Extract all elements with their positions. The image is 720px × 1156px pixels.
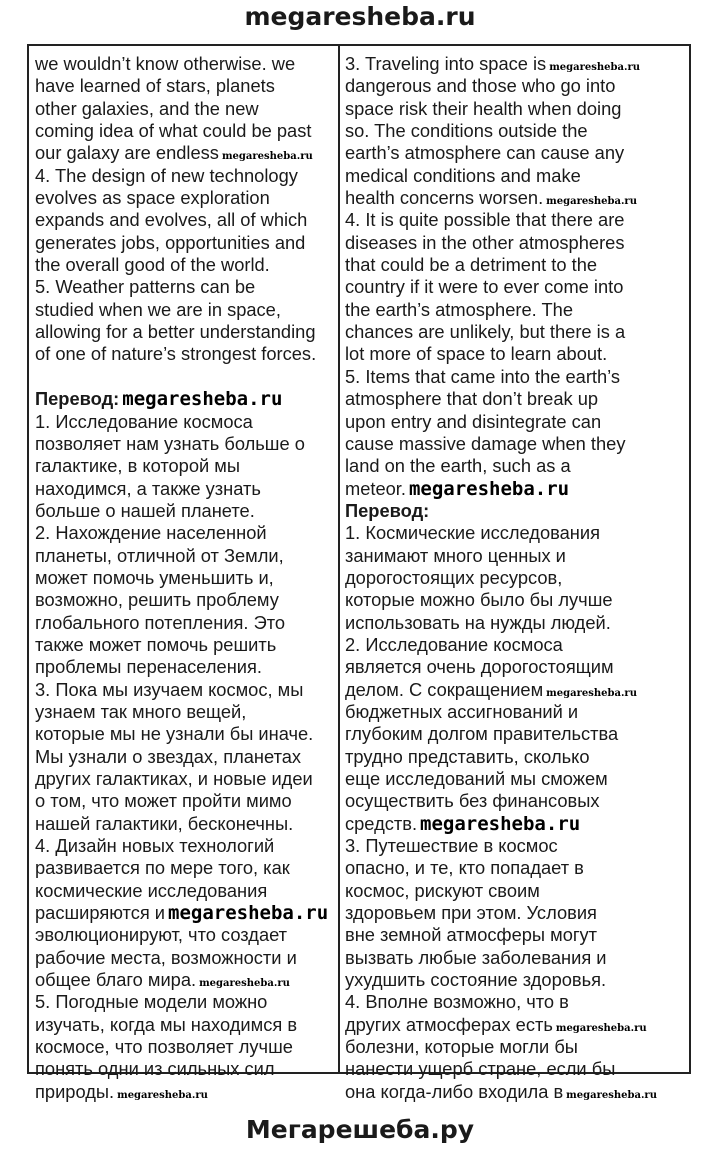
text-line: опасно, и те, кто попадает в (345, 857, 584, 879)
text-line: галактике, в которой мы (35, 455, 241, 477)
text-line-row (345, 924, 657, 946)
text-line-row (35, 1081, 328, 1103)
text-line: нашей галактики, бесконечны. (35, 812, 294, 834)
text-line-row (35, 545, 328, 567)
text-line: 4. Дизайн новых технологий (35, 835, 275, 857)
text-line-row (345, 388, 657, 410)
text-line: космические исследования (35, 879, 268, 901)
text-line-row (35, 254, 328, 276)
text-line-row (35, 142, 328, 164)
text-line-row (345, 746, 657, 768)
watermark: megaresheba.ru (122, 388, 283, 411)
text-line: space risk their health when doing (345, 97, 622, 119)
text-line-row (35, 299, 328, 321)
watermark: megaresheba.ru (199, 978, 290, 990)
text-line: 4. The design of new technology (35, 164, 298, 186)
text-line: дорогостоящих ресурсов, (345, 566, 563, 588)
text-line-row (35, 768, 328, 790)
text-line: здоровьем при этом. Условия (345, 902, 597, 924)
text-line-row (345, 165, 657, 187)
text-line-row (35, 522, 328, 544)
text-line: делом. С сокращением (345, 678, 544, 700)
text-line-row (35, 500, 328, 522)
text-line: earth’s atmosphere can cause any (345, 142, 625, 164)
text-line-row (35, 120, 328, 142)
text-line-row (345, 656, 657, 678)
text-line: so. The conditions outside the (345, 120, 588, 142)
watermark: megaresheba.ru (420, 812, 581, 835)
text-line-row (345, 366, 657, 388)
text-line-row (345, 478, 657, 500)
text-line: expands and evolves, all of which (35, 209, 308, 231)
text-line-row (345, 1081, 657, 1103)
text-line: chances are unlikely, but there is a (345, 321, 626, 343)
text-line-row (345, 902, 657, 924)
text-line: о том, что может пройти мимо (35, 790, 292, 812)
text-line: that could be a detriment to the (345, 254, 598, 276)
text-line: общее благо мира. (35, 969, 197, 991)
text-line-row (345, 701, 657, 723)
text-line: 5. Погодные модели можно (35, 991, 268, 1013)
text-line-row (35, 209, 328, 231)
text-line-row (35, 388, 328, 410)
right-column (345, 53, 657, 1103)
text-line-row (345, 1014, 657, 1036)
text-line-row (35, 75, 328, 97)
text-line-row (35, 656, 328, 678)
text-line-row (35, 433, 328, 455)
text-line: 3. Traveling into space is (345, 53, 547, 74)
text-line: 5. Weather patterns can be (35, 276, 256, 298)
text-line-row (35, 321, 328, 343)
left-column (35, 53, 328, 1103)
site-footer: Мегарешеба.ру (245, 1115, 475, 1144)
text-line: болезни, которые могли бы (345, 1036, 578, 1058)
text-line-row (345, 969, 657, 991)
text-line: 4. It is quite possible that there are (345, 209, 625, 231)
text-line: other galaxies, and the new (35, 97, 259, 119)
text-line: осуществить без финансовых (345, 790, 600, 812)
text-line: находимся, а также узнать (35, 477, 261, 499)
text-line: является очень дорогостоящим (345, 656, 614, 678)
text-line: health concerns worsen. (345, 187, 544, 209)
text-line-row (35, 634, 328, 656)
text-line-row (35, 723, 328, 745)
text-line: allowing for a better understanding (35, 321, 316, 343)
text-line-row (35, 991, 328, 1013)
text-line-row (35, 165, 328, 187)
text-line-row (35, 232, 328, 254)
text-line-row (345, 53, 657, 75)
text-line-row (345, 142, 657, 164)
text-line-row (345, 500, 657, 522)
text-line: которые можно было бы лучше (345, 589, 613, 611)
text-line-row (35, 790, 328, 812)
text-line-row (345, 835, 657, 857)
text-line-row (35, 835, 328, 857)
watermark: megaresheba.ru (117, 1089, 208, 1101)
text-line: также может помочь решить (35, 633, 277, 655)
text-line: космос, рискуют своим (345, 879, 540, 901)
text-line-row (35, 411, 328, 433)
text-line-row (35, 366, 328, 388)
text-line: космосе, что позволяет лучше (35, 1036, 293, 1058)
text-line: бюджетных ассигнований и (345, 700, 579, 722)
text-line: позволяет нам узнать больше о (35, 432, 305, 454)
column-divider (338, 44, 340, 1074)
text-line-row (35, 701, 328, 723)
text-line: 4. Вполне возможно, что в (345, 991, 569, 1013)
text-line-row (345, 299, 657, 321)
text-line-row (345, 120, 657, 142)
watermark: megaresheba.ru (555, 1022, 647, 1034)
text-line-row (35, 53, 328, 75)
text-line: других атмосферах есть (345, 1013, 553, 1035)
text-line: atmosphere that don’t break up (345, 388, 599, 410)
text-line: coming idea of what could be past (35, 120, 312, 142)
text-line: dangerous and those who go into (345, 75, 616, 97)
text-line: использовать на нужды людей. (345, 611, 611, 633)
text-line: diseases in the other atmospheres (345, 231, 625, 253)
text-line: 1. Исследование космоса (35, 410, 253, 432)
text-line-row (35, 612, 328, 634)
text-line-row (345, 1036, 657, 1058)
text-line: развивается по мере того, как (35, 857, 290, 879)
text-line: 1. Космические исследования (345, 522, 600, 544)
text-line-row (345, 790, 657, 812)
text-line: узнаем так много вещей, (35, 700, 247, 722)
text-line: изучать, когда мы находимся в (35, 1013, 298, 1035)
text-line-row (345, 232, 657, 254)
text-line-row (35, 276, 328, 298)
text-line-row (35, 679, 328, 701)
text-line-row (345, 1058, 657, 1080)
text-line: может помочь уменьшить и, (35, 566, 274, 588)
text-line: of one of nature’s strongest forces. (35, 343, 317, 365)
text-line-row (35, 98, 328, 120)
text-line-row (35, 746, 328, 768)
text-line: generates jobs, opportunities and (35, 231, 306, 253)
text-line: our galaxy are endless (35, 142, 219, 164)
text-line-row (345, 75, 657, 97)
section-heading: Перевод: (35, 388, 120, 410)
text-line-row (345, 589, 657, 611)
text-line: она когда-либо входила в (345, 1080, 564, 1102)
text-line: 2. Исследование космоса (345, 633, 563, 655)
text-line-row (345, 187, 657, 209)
text-line: вызвать любые заболевания и (345, 946, 607, 968)
text-line-row (35, 813, 328, 835)
text-line-row (345, 276, 657, 298)
text-line-row (35, 1036, 328, 1058)
text-line: have learned of stars, planets (35, 75, 275, 97)
text-line-row (345, 857, 657, 879)
text-line: понять одни из сильных сил (35, 1058, 275, 1080)
text-line: land on the earth, such as a (345, 455, 571, 477)
text-line-row (35, 567, 328, 589)
text-line: которые мы не узнали бы иначе. (35, 723, 314, 745)
text-line: еще исследований мы сможем (345, 768, 608, 789)
text-line-row (35, 902, 328, 924)
text-line: we wouldn’t know otherwise. we (35, 53, 296, 74)
text-line-row (35, 1058, 328, 1080)
text-line-row (345, 880, 657, 902)
text-line: нанести ущерб стране, если бы (345, 1058, 616, 1080)
watermark: megaresheba.ru (221, 151, 313, 163)
text-line-row (345, 321, 657, 343)
text-line-row (35, 969, 328, 991)
text-line-row (345, 209, 657, 231)
text-line-row (345, 768, 657, 790)
watermark: megaresheba.ru (168, 902, 329, 925)
text-line-row (345, 254, 657, 276)
text-line-row (345, 98, 657, 120)
text-line-row (345, 991, 657, 1013)
text-line-row (345, 455, 657, 477)
text-line: country if it were to ever come into (345, 276, 624, 298)
text-line: 3. Путешествие в космос (345, 835, 558, 857)
text-line: вне земной атмосферы могут (345, 924, 598, 946)
text-line: ухудшить состояние здоровья. (345, 969, 607, 991)
text-line-row (345, 679, 657, 701)
text-line: 3. Пока мы изучаем космос, мы (35, 678, 304, 700)
text-line-row (35, 947, 328, 969)
site-header: megaresheba.ru (244, 2, 476, 31)
section-heading: Перевод: (345, 499, 430, 521)
watermark: megaresheba.ru (546, 196, 637, 208)
text-line-row (35, 455, 328, 477)
text-line: других галактиках, и новые идеи (35, 768, 313, 789)
text-line-row (345, 433, 657, 455)
text-line-row (35, 880, 328, 902)
text-line: Мы узнали о звездах, планетах (35, 745, 302, 767)
text-line: meteor. (345, 477, 406, 499)
text-line: evolves as space exploration (35, 187, 270, 209)
text-line: 2. Нахождение населенной (35, 522, 267, 544)
text-line: cause massive damage when they (345, 432, 626, 454)
text-line: занимают много ценных и (345, 544, 566, 566)
text-line: средств. (345, 812, 418, 834)
text-line-row (345, 634, 657, 656)
text-line: расширяются и (35, 902, 166, 924)
text-line: проблемы перенаселения. (35, 656, 262, 678)
watermark: megaresheba.ru (549, 62, 641, 73)
text-line: природы. (35, 1080, 115, 1102)
text-line-row (345, 545, 657, 567)
text-line-row (345, 522, 657, 544)
text-line-row (35, 187, 328, 209)
watermark: megaresheba.ru (546, 687, 637, 699)
text-line-row (345, 567, 657, 589)
text-line-row (345, 813, 657, 835)
text-line: возможно, решить проблему (35, 589, 279, 611)
text-line: 5. Items that came into the earth’s (345, 365, 621, 387)
text-line-row (35, 478, 328, 500)
text-line: studied when we are in space, (35, 298, 281, 320)
text-line-row (345, 612, 657, 634)
text-line: medical conditions and make (345, 164, 581, 186)
text-line-row (345, 723, 657, 745)
text-line-row (35, 589, 328, 611)
text-line-row (345, 947, 657, 969)
text-line: рабочие места, возможности и (35, 946, 297, 968)
watermark: megaresheba.ru (408, 477, 570, 500)
text-line: трудно представить, сколько (345, 745, 590, 767)
text-line: the overall good of the world. (35, 254, 270, 276)
text-line: глубоким долгом правительства (345, 723, 619, 745)
text-line: глобального потепления. Это (35, 611, 286, 633)
text-line-row (345, 343, 657, 365)
text-line: lot more of space to learn about. (345, 343, 608, 365)
text-line: планеты, отличной от Земли, (35, 544, 284, 566)
text-line: the earth’s atmosphere. The (345, 298, 573, 320)
text-line: upon entry and disintegrate can (345, 410, 602, 432)
text-line: больше о нашей планете. (35, 499, 255, 521)
text-line-row (35, 1014, 328, 1036)
text-line-row (35, 343, 328, 365)
text-line-row (35, 857, 328, 879)
text-line-row (35, 924, 328, 946)
text-line: эволюционируют, что создает (35, 924, 288, 946)
watermark: megaresheba.ru (566, 1089, 657, 1101)
text-line-row (345, 411, 657, 433)
